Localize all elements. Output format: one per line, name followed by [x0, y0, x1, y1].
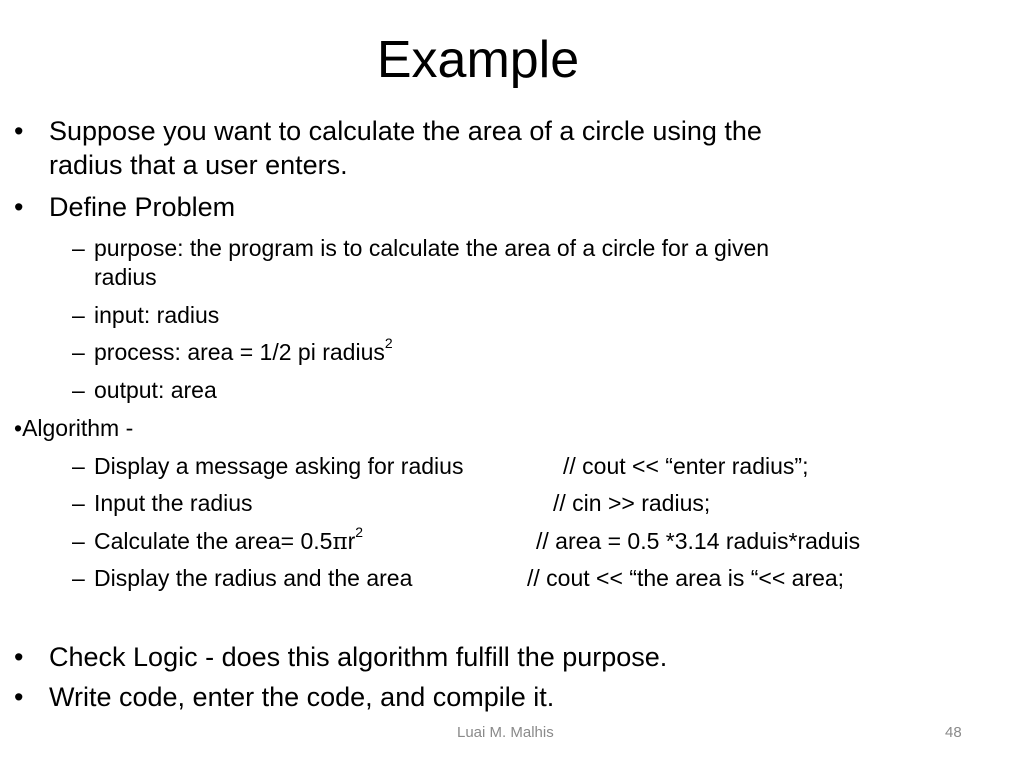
step-3-tail: r	[347, 528, 356, 554]
step-3-exponent: 2	[355, 524, 364, 541]
algorithm-step-1: Display a message asking for radius	[94, 453, 464, 479]
bullet-icon: •	[14, 192, 24, 222]
algorithm-code-3: // area = 0.5 *3.14 raduis*raduis	[536, 528, 861, 554]
process-formula: process: area = 1/2 pi radius	[94, 339, 385, 365]
bullet-icon: •	[14, 415, 23, 441]
algorithm-code-2: // cin >> radius;	[553, 490, 711, 516]
dash-icon: –	[72, 339, 85, 365]
bullet-icon: •	[14, 642, 24, 672]
input-text: input: radius	[94, 302, 220, 328]
check-logic-text: Check Logic - does this algorithm fulfill the purpose.	[49, 642, 668, 672]
footer-author: Luai M. Malhis	[457, 724, 554, 741]
algorithm-code-1: // cout << “enter radius”;	[563, 453, 809, 479]
dash-icon: –	[72, 377, 85, 403]
dash-icon: –	[72, 235, 85, 261]
footer-page-number: 48	[945, 724, 962, 741]
algorithm-step-3	[94, 526, 363, 557]
purpose-text-line2: radius	[94, 264, 157, 290]
algorithm-heading-text: Algorithm -	[22, 415, 134, 441]
bullet-icon: •	[14, 116, 24, 146]
algorithm-heading	[14, 413, 133, 443]
dash-icon: –	[72, 453, 85, 479]
algorithm-step-2: Input the radius	[94, 490, 253, 516]
dash-icon: –	[72, 565, 85, 591]
step-3-text: Calculate the area= 0.5	[94, 528, 333, 554]
dash-icon: –	[72, 302, 85, 328]
algorithm-code-4: // cout << “the area is “<< area;	[527, 565, 845, 591]
slide-title: Example	[376, 31, 580, 89]
process-text	[94, 337, 393, 367]
process-exponent: 2	[384, 335, 393, 352]
pi-symbol: π	[332, 529, 348, 555]
dash-icon: –	[72, 490, 85, 516]
dash-icon: –	[72, 528, 85, 554]
algorithm-step-4: Display the radius and the area	[94, 565, 413, 591]
purpose-text-line1: purpose: the program is to calculate the area of a circle for a given	[94, 235, 770, 261]
write-code-text: Write code, enter the code, and compile it.	[49, 682, 555, 712]
output-text: output: area	[94, 377, 217, 403]
intro-text-line2: radius that a user enters.	[49, 150, 348, 180]
bullet-icon: •	[14, 682, 24, 712]
define-problem-heading: Define Problem	[49, 192, 236, 222]
intro-text-line1: Suppose you want to calculate the area of a circle using the	[49, 116, 762, 146]
